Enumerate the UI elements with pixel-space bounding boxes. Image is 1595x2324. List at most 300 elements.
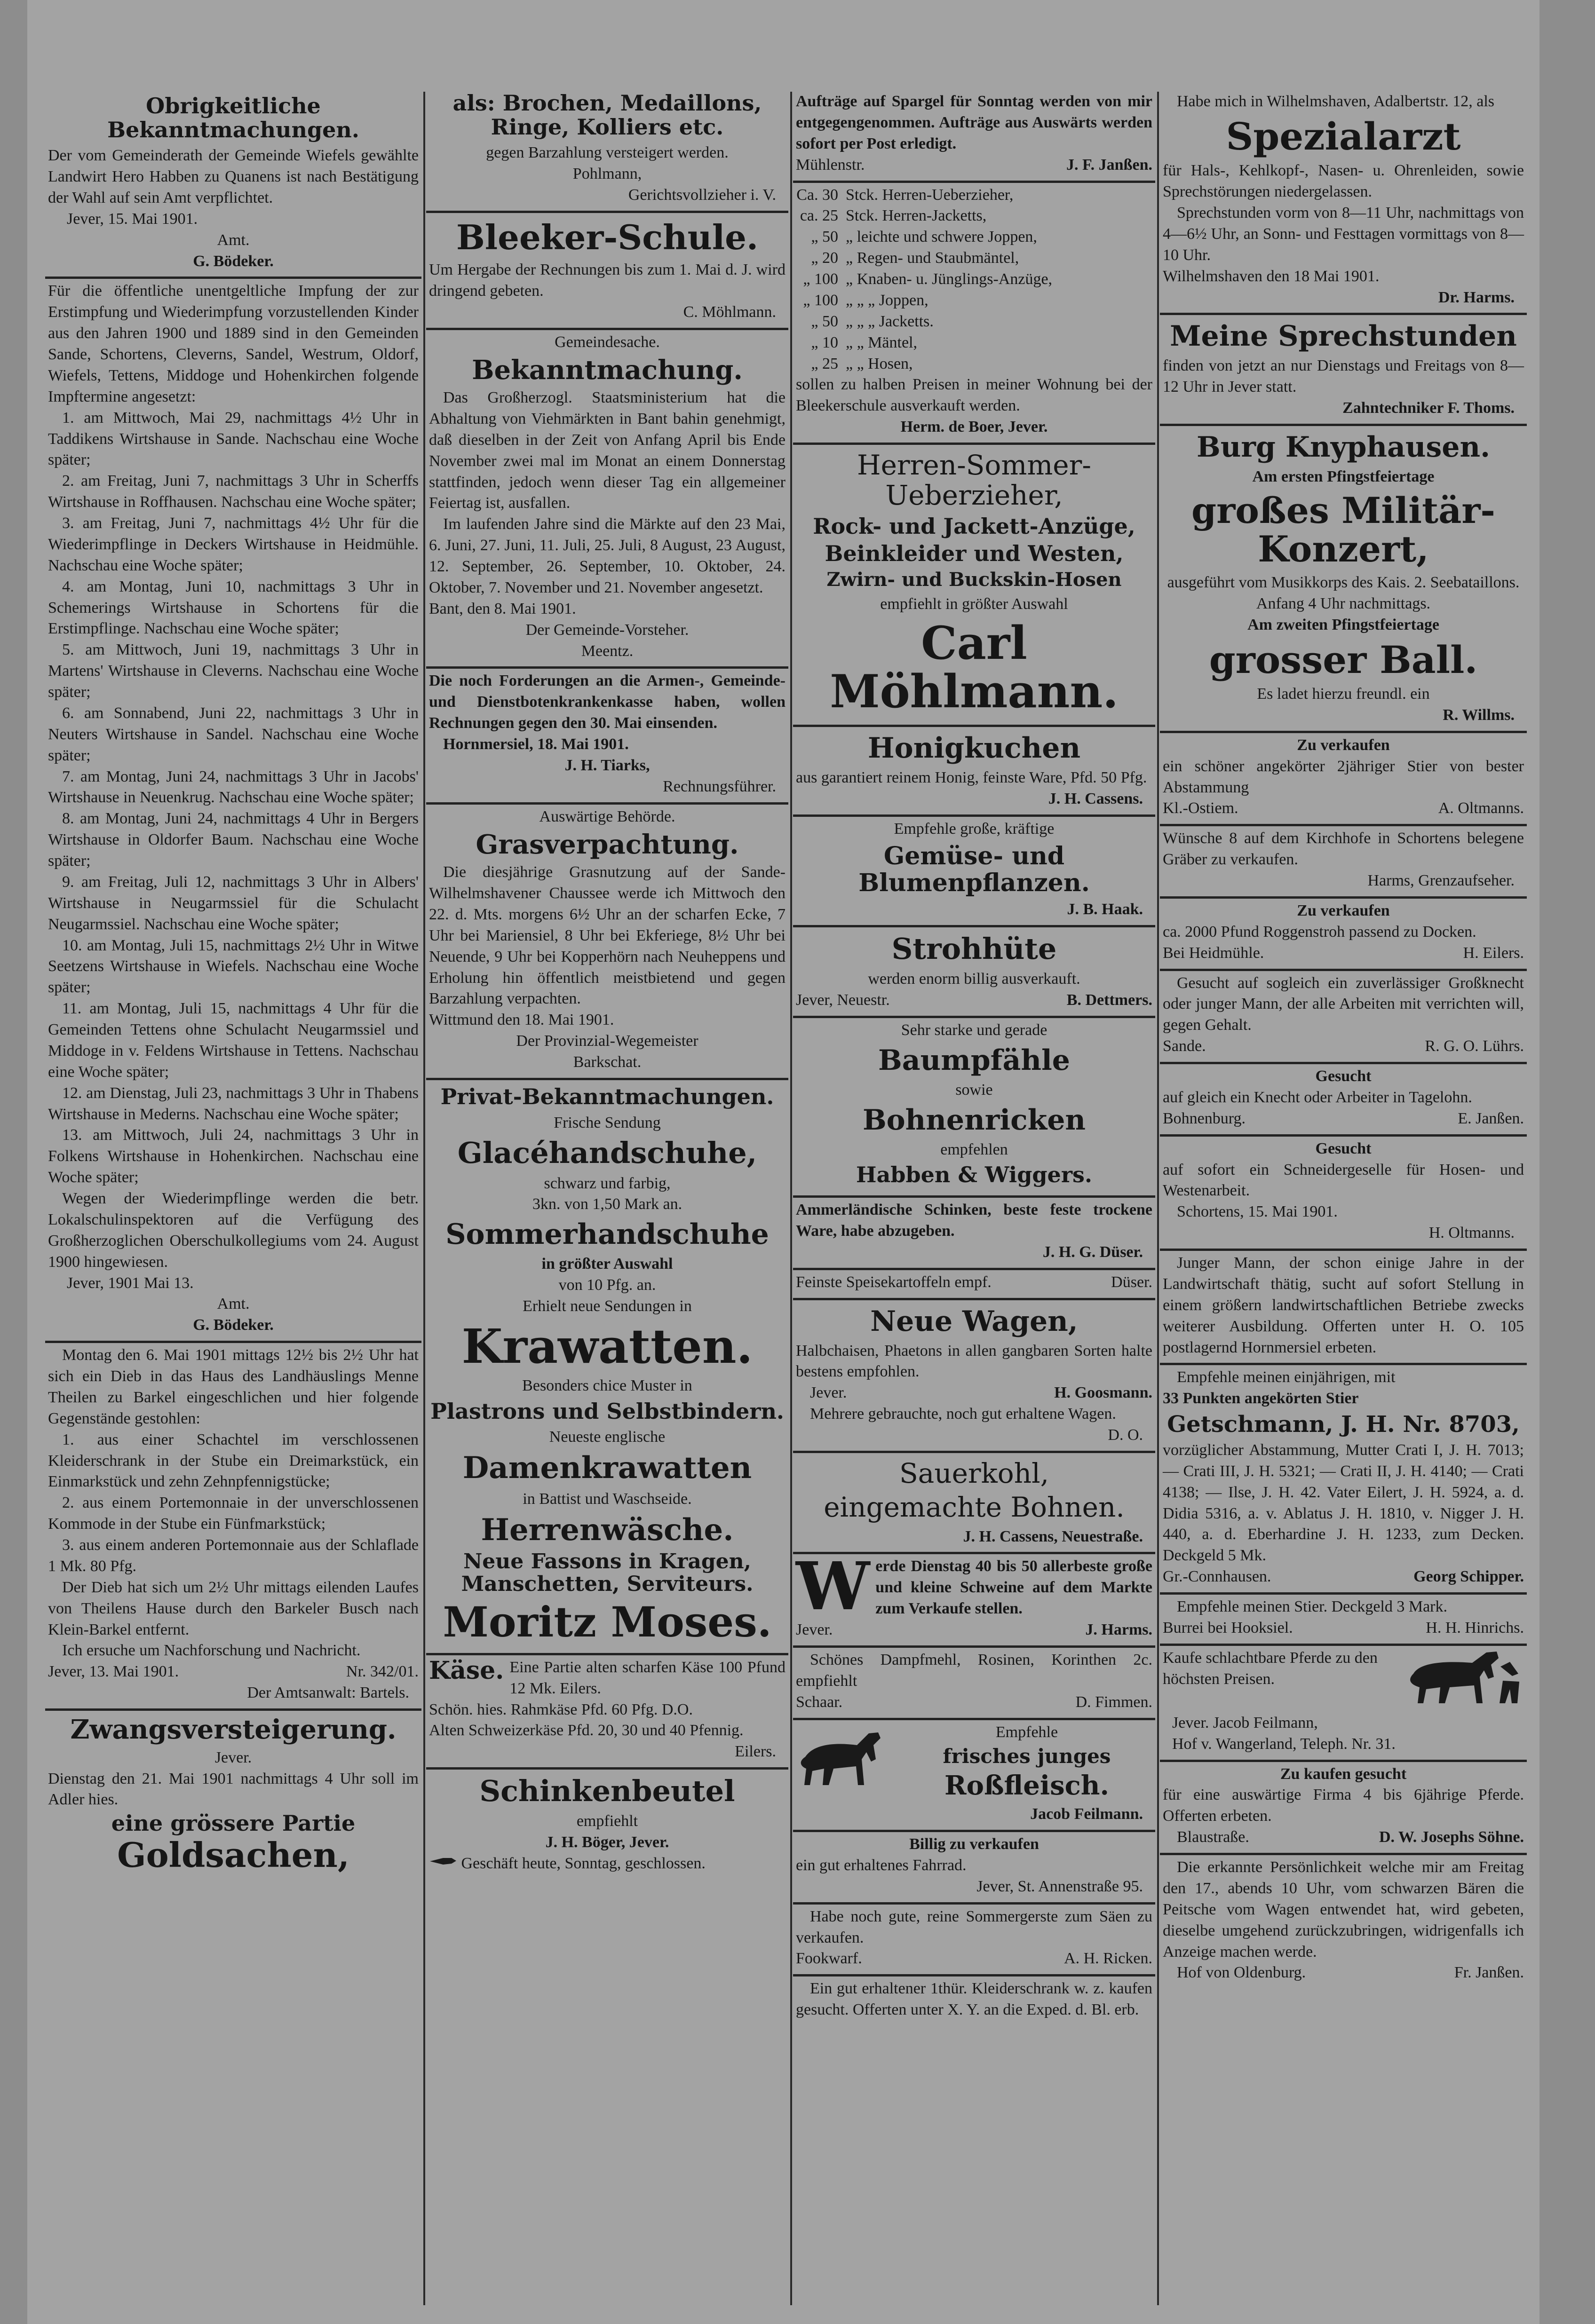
ad-title: Zu verkaufen <box>1297 901 1390 919</box>
farmhand-wanted-ad <box>1160 971 1527 1065</box>
horse-buyer-ad <box>1160 1646 1527 1762</box>
ad-body: Aufträge auf Spargel für Sonntag werden von mir entgegengenommen. Aufträge aus Auswärts werden sofort per Post erledigt. <box>796 93 1152 152</box>
ad-line: Sommerhandschuhe <box>445 1218 769 1251</box>
barley-ad <box>793 1905 1155 1977</box>
ad-line: für Hals-, Kehlkopf-, Nasen- u. Ohrenleiden, sowie Sprechstörungen niedergelassen. <box>1163 162 1524 201</box>
stolen-item: 2. aus einem Portemonnaie in der unverschlossenen Kommode in der Stube ein Fünfmarkstück; <box>48 1494 419 1533</box>
labourer-wanted-ad <box>1160 1064 1527 1137</box>
whip-theft-ad <box>1160 1855 1527 1988</box>
ad-signer: Der Provinzial-Wegemeister <box>516 1032 698 1050</box>
ad-signer: Georg Schipper. <box>1413 1568 1524 1586</box>
ad-line: Rock- und Jackett-Anzüge, <box>813 513 1135 539</box>
ad-line: Empfehle große, kräftige <box>894 820 1055 838</box>
ad-name: Meentz. <box>581 642 634 660</box>
ad-signer: Dr. Harms. <box>1438 288 1515 306</box>
notice-body: Der vom Gemeinderath der Gemeinde Wiefels gewählte Landwirt Hero Habben zu Quanens ist nach Bestätigung der Wahl auf sein Amt verpflichtet. <box>48 147 419 206</box>
auction-notice <box>45 1711 421 1878</box>
ad-line: Es ladet hierzu freundl. ein <box>1257 685 1430 703</box>
official-notice-wiefels <box>45 89 421 279</box>
ad-line: großes Militär-Konzert, <box>1191 489 1495 570</box>
ad-body: auf sofort ein Schneidergeselle für Hosen- und Westenarbeit. <box>1163 1161 1524 1200</box>
row-qty: „ 25 <box>811 355 838 372</box>
ad-body: Wünsche 8 auf dem Kirchhofe in Schortens belegene Gräber zu verkaufen. <box>1163 830 1524 869</box>
row-text: „ „ „ Jacketts. <box>846 312 934 330</box>
ad-footer <box>796 1692 1152 1713</box>
ad-signer: J. H. G. Düser. <box>1042 1243 1143 1261</box>
notice-date: Jever, 13. Mai 1901. <box>48 1663 179 1681</box>
notice-date: Jever, 15. Mai 1901. <box>67 210 198 228</box>
notice-body: Der Dieb hat sich um 2½ Uhr mittags eilenden Laufes von Theilens Hause durch den Barkeler Busch nach Klein-Barkel entfernt. <box>48 1578 419 1638</box>
ad-place: Sande. <box>1163 1037 1206 1055</box>
ad-title: Neue Wagen, <box>870 1304 1078 1338</box>
ad-date: Hornmersiel, 18. Mai 1901. <box>443 735 629 753</box>
ad-body: sollen zu halben Preisen in meiner Wohnung bei der Bleekerschule ausverkauft werden. <box>796 376 1152 415</box>
ad-title: Grasverpachtung. <box>476 829 739 860</box>
vaccination-term: 12. am Dienstag, Juli 23, nachmittags 3 Uhr in Thabens Wirtshause in Mederns. Nachschau eine Woche später; <box>48 1084 419 1123</box>
row-qty: „ 50 <box>811 312 838 330</box>
ad-body: Gesucht auf sogleich ein zuverlässiger Großknecht oder junger Mann, der alle Arbeiten mit verrichten will, gegen Gehalt. <box>1163 974 1524 1034</box>
ad-line: Bohnenricken <box>862 1103 1086 1137</box>
potato-ad <box>793 1270 1155 1300</box>
honey-cake-ad <box>793 727 1155 817</box>
ad-signer: H. Eilers. <box>1463 944 1524 962</box>
carl-moehlmann-ad <box>793 445 1155 727</box>
ad-body: erde Dienstag 40 bis 50 allerbeste große und kleine Schweine auf dem Markte zum Verkaufe stellen. <box>875 1557 1152 1618</box>
ad-place: Kl.-Ostiem. <box>1163 799 1238 817</box>
row-text: „ „ Hosen, <box>846 355 913 372</box>
ad-body: Das Großherzogl. Staatsministerium hat die Abhaltung von Viehmärkten in Bant bahin genehmigt, daß dieselben in der Zeit von Anfang April bis Ende November zwei mal im Monat an einem Donnerstag stattfinden, jedoch wenn dieser Tag ein allgemeiner Feiertag ist, ausfallen. <box>429 389 786 512</box>
notice-body: Montag den 6. Mai 1901 mittags 12½ bis 2½ Uhr hat sich ein Dieb in das Haus des Landhäuslings Menne Theilen zu Barkel eingeschlichen und hier folgende Gegenstände gestohlen: <box>48 1346 419 1427</box>
ad-place: Mühlenstr. <box>796 156 865 174</box>
ad-line: grosser Ball. <box>1209 637 1478 682</box>
ad-signer: Fr. Janßen. <box>1454 1964 1524 1982</box>
ad-line: Neueste englische <box>549 1428 666 1446</box>
ad-line: eingemachte Bohnen. <box>824 1491 1125 1523</box>
notice-signer: G. Bödeker. <box>193 252 274 270</box>
sale-row <box>796 185 1152 206</box>
ad-line: Krawatten. <box>461 1318 753 1374</box>
ad-body: Junger Mann, der schon einige Jahre in der Landwirtschaft thätig, sucht auf sofort Stellung in einem größern landwirtschaftlichen Betriebe zwecks weiterer Ausbildung. Offerten unter H. O. 105 postlagernd Hornmersiel erbeten. <box>1163 1254 1524 1356</box>
headline: als: Brochen, Medaillons, Ringe, Kolliers etc. <box>452 90 762 140</box>
row-qty: „ 50 <box>811 228 838 246</box>
ad-body: Mehrere gebrauchte, noch gut erhaltene Wagen. <box>810 1405 1116 1423</box>
ad-body: ein gut erhaltenes Fahrrad. <box>796 1856 967 1874</box>
notice-signer: Der Amtsanwalt: Bartels. <box>247 1684 409 1702</box>
ad-title: Meine Sprechstunden <box>1170 320 1517 353</box>
ad-line: Habe mich in Wilhelmshaven, Adalbertstr. 12, als <box>1177 93 1495 110</box>
sale-row <box>796 269 1152 290</box>
cattle-market-notice <box>426 330 788 669</box>
notice-date: Jever, 1901 Mai 13. <box>67 1274 194 1292</box>
ad-line: Sprechstunden vorm von 8—11 Uhr, nachmittags von 4—6½ Uhr, an Sonn- und Festtagen vormittags von 8—10 Uhr. <box>1163 204 1524 264</box>
row-qty: „ 10 <box>811 333 838 351</box>
row-qty: ca. 25 <box>800 207 838 225</box>
ad-line: Habben & Wiggers. <box>856 1162 1092 1188</box>
ad-signer: Der Gemeinde-Vorsteher. <box>525 621 689 639</box>
ad-signer: Harms, Grenzaufseher. <box>1367 872 1515 890</box>
ad-body: Ammerländische Schinken, beste feste trockene Ware, habe abzugeben. <box>796 1201 1152 1240</box>
ad-body: Kaufe schlachtbare Pferde zu den höchsten Preisen. <box>1163 1649 1378 1688</box>
ad-body: Die noch Forderungen an die Armen-, Gemeinde- und Dienstbotenkrankenkasse haben, wollen Rechnungen gegen den 30. Mai einsenden. <box>429 672 786 732</box>
ad-signer: Düser. <box>1111 1273 1152 1291</box>
straw-sale-ad <box>1160 899 1527 971</box>
ad-address: Jever, St. Annenstraße 95. <box>976 1877 1143 1895</box>
ad-line: Plastrons und Selbstbindern. <box>430 1398 784 1424</box>
stolen-item: 3. aus einem anderen Portemonnaie aus der Schlaflade 1 Mk. 80 Pfg. <box>48 1536 419 1575</box>
ad-signer: R. Willms. <box>1443 706 1515 724</box>
ad-kicker: Gemeindesache. <box>555 333 660 351</box>
ad-signer: A. Oltmanns. <box>1438 799 1524 817</box>
column-4 <box>1160 89 1527 1988</box>
ad-title: Burg Knyphausen. <box>1197 431 1490 464</box>
clothing-sale-ad <box>793 183 1155 445</box>
ad-signer: Zahntechniker F. Thoms. <box>1342 399 1515 417</box>
ad-footer <box>1163 1566 1524 1588</box>
column-rule <box>1157 92 1159 2305</box>
ad-signer: R. G. O. Lührs. <box>1425 1037 1524 1055</box>
ad-line: Glacéhandschuhe, <box>457 1136 757 1170</box>
ad-head: Käse. <box>429 1656 504 1685</box>
ad-body: ca. 2000 Pfund Roggenstroh passend zu Docken. <box>1163 923 1476 941</box>
ad-body: Schön. hies. Rahmkäse Pfd. 60 Pfg. D.O. <box>429 1700 693 1718</box>
ad-footer <box>796 1948 1152 1969</box>
newspaper-page <box>27 0 1539 2324</box>
ad-line: Empfehle meinen einjährigen, mit <box>1177 1368 1396 1386</box>
ad-line: Anfang 4 Uhr nachmittags. <box>1256 594 1431 612</box>
ad-line: frisches junges <box>943 1745 1111 1768</box>
theft-notice <box>45 1343 421 1711</box>
auction-title: Zwangsversteigerung. <box>70 1714 397 1746</box>
ad-line: Sehr starke und gerade <box>901 1021 1047 1039</box>
ad-line: 3kn. von 1,50 Mark an. <box>532 1195 682 1213</box>
ad-body: Schönes Dampfmehl, Rosinen, Korinthen 2c. empfiehlt <box>796 1651 1152 1690</box>
ad-title: Strohhüte <box>891 931 1057 966</box>
stakes-ad <box>793 1018 1155 1198</box>
ad-line: empfehlen <box>940 1140 1008 1158</box>
ad-line: in Battist und Waschseide. <box>523 1490 692 1508</box>
ad-body: Die erkannte Persönlichkeit welche mir am Freitag den 17., abends 10 Uhr, vom schwarzen Bären die Peitsche vom Wagen entwendet hat, wird gebeten, dieselbe umgehend zurückzubringen, widrigenfalls ich Anzeige machen werde. <box>1163 1858 1524 1960</box>
ad-signer: Eilers. <box>735 1743 776 1761</box>
ad-line: Moritz Moses. <box>443 1597 772 1646</box>
auction-line: eine grössere Partie <box>111 1810 356 1836</box>
ad-line: Jever. Jacob Feilmann, <box>1172 1714 1318 1731</box>
ad-line <box>429 1853 786 1874</box>
ad-title: Schinkenbeutel <box>479 1774 735 1809</box>
ad-body: werden enorm billig ausverkauft. <box>868 970 1080 988</box>
ad-body: Eine Partie alten scharfen Käse 100 Pfund 12 Mk. Eilers. <box>509 1658 786 1697</box>
wagon-ad <box>793 1300 1155 1453</box>
vaccination-term: 7. am Montag, Juni 24, nachmittags 3 Uhr in Jacobs' Wirtshause in Neuenkrug. Nachschau eine Woche später; <box>48 767 419 806</box>
ad-signer: J. Harms. <box>1085 1621 1152 1638</box>
grass-lease-notice <box>426 805 788 1080</box>
ad-place: Bohnenburg. <box>1163 1109 1246 1127</box>
notice-number: Nr. 342/01. <box>346 1663 419 1681</box>
bull-service-ad <box>1160 1595 1527 1646</box>
ad-signer: C. Möhlmann. <box>683 303 776 321</box>
ad-title: Honigkuchen <box>867 732 1081 765</box>
ad-title: Zu verkaufen <box>1297 736 1390 754</box>
ad-line: Erhielt neue Sendungen in <box>523 1297 692 1315</box>
auction-place: Jever. <box>214 1748 252 1766</box>
ad-title: Billig zu verkaufen <box>909 1835 1039 1853</box>
ad-line: Roßfleisch. <box>944 1770 1109 1801</box>
ad-signer: J. H. Tiarks, <box>564 756 650 774</box>
ad-line: sowie <box>955 1081 993 1099</box>
auction-jewelry <box>426 89 788 213</box>
sale-row <box>796 248 1152 269</box>
notice-intro: Für die öffentliche unentgeltliche Impfung der zur Erstimpfung und Wiederimpfung vorzustellenden Kinder aus den Jahren 1900 und 1889 sind in den Gemeinden Sande, Schortens, Cleverns, Sandel, Westrum, Oldorf, Wiefels, Tettens, Middoge und Hohenkirchen folgende Impftermine angesetzt: <box>48 282 419 405</box>
row-text: „ leichte und schwere Joppen, <box>846 228 1037 246</box>
ad-notice: Geschäft heute, Sonntag, geschlossen. <box>461 1855 706 1873</box>
ad-line: Herren-Sommer-Ueberzieher, <box>857 449 1091 511</box>
row-text: „ Regen- und Staubmäntel, <box>846 249 1019 267</box>
ad-signer: Jacob Feilmann. <box>1030 1805 1143 1823</box>
ad-signer: J. H. Cassens, Neuestraße. <box>963 1527 1143 1545</box>
concert-ad <box>1160 426 1527 733</box>
row-text: „ Knaben- u. Jünglings-Anzüge, <box>846 270 1053 288</box>
ad-date: Wittmund den 18. Mai 1901. <box>429 1011 614 1029</box>
vaccination-term: 9. am Freitag, Juli 12, nachmittags 3 Uhr in Albers' Wirtshause in Neugarmssiel für die Schulacht Neugarmssiel. Nachschau eine Woche später; <box>48 873 419 933</box>
flour-ad <box>793 1648 1155 1720</box>
row-qty: Ca. 30 <box>796 186 838 204</box>
horse-icon <box>796 1724 895 1796</box>
ad-body: Im laufenden Jahre sind die Märkte auf den 23 Mai, 6. Juni, 27. Juni, 11. Juli, 25. Juli, 8 August, 23 August, 12. September, 26. September, 10. Oktober, 24. Oktober, 7. November und 21. November angesetzt. <box>429 515 786 596</box>
ad-signer: H. Goosmann. <box>1054 1384 1152 1402</box>
section-title: Obrigkeitliche Bekanntmachungen. <box>107 93 359 142</box>
bull-sale-ad <box>1160 733 1527 827</box>
wardrobe-ad <box>793 1976 1155 2025</box>
cheese-ad <box>426 1655 788 1770</box>
ad-line: Baumpfähle <box>878 1043 1070 1077</box>
ad-footer <box>796 155 1152 176</box>
sale-row <box>796 332 1152 354</box>
ad-place: Jever, Neuestr. <box>796 991 890 1009</box>
ad-line: schwarz und farbig, <box>544 1174 671 1192</box>
ad-footer <box>1163 1108 1524 1130</box>
ad-line: Am ersten Pfingstfeiertage <box>1252 468 1435 486</box>
ad-signer: J. H. Cassens. <box>1048 790 1143 807</box>
ad-body: Empfehle meinen Stier. Deckgeld 3 Mark. <box>1177 1598 1447 1616</box>
ad-date: Schortens, 15. Mai 1901. <box>1177 1203 1338 1221</box>
plants-ad <box>793 817 1155 927</box>
straw-hats-ad <box>793 927 1155 1018</box>
stud-bull-ad <box>1160 1365 1527 1595</box>
ad-role: Gerichtsvollzieher i. V. <box>628 186 776 204</box>
ad-place: Jever. <box>796 1621 833 1638</box>
ad-line: J. H. Böger, Jever. <box>545 1834 669 1851</box>
ad-signer: J. B. Haak. <box>1067 901 1143 918</box>
row-qty: „ 20 <box>811 249 838 267</box>
drop-cap: W <box>796 1548 870 1626</box>
auction-body: Dienstag den 21. Mai 1901 nachmittags 4 Uhr soll im Adler hies. <box>48 1770 419 1809</box>
row-text: „ „ „ Joppen, <box>846 291 928 309</box>
ad-line: Beinkleider und Westen, <box>825 541 1124 567</box>
ad-signer: A. H. Ricken. <box>1064 1950 1152 1968</box>
vaccination-term: 1. am Mittwoch, Mai 29, nachmittags 4½ Uhr in Taddikens Wirtshause in Sande. Nachschau eine Woche später; <box>48 409 419 469</box>
graves-ad <box>1160 826 1527 899</box>
ad-line: 33 Punkten angekörten Stier <box>1163 1390 1359 1407</box>
tailor-wanted-ad <box>1160 1137 1527 1251</box>
stolen-item: 1. aus einer Schachtel im verschlossenen Kleiderschrank in der Stube ein Dreimarkstück, ein Einmarkstück und zehn Zehnpfennigstücke; <box>48 1431 419 1491</box>
ad-body: Halbchaisen, Phaetons in allen gangbaren Sorten halte bestens empfohlen. <box>796 1342 1152 1381</box>
ad-line: Damenkrawatten <box>462 1450 752 1486</box>
ham-ad <box>793 1198 1155 1270</box>
vaccination-term: 11. am Montag, Juli 15, nachmittags 4 Uhr für die Gemeinden Tettens ohne Schulacht Neugarmssiel und Middoge in v. Feldens Wirtshause in Tettens. Nachschau eine Woche später; <box>48 1000 419 1081</box>
specialist-ad <box>1160 89 1527 315</box>
auction-line: Goldsachen, <box>117 1834 349 1875</box>
ad-footer <box>796 990 1152 1011</box>
ad-line: empfiehlt in größter Auswahl <box>880 595 1068 613</box>
health-fund-notice <box>426 669 788 804</box>
ad-signer: D. W. Josephs Söhne. <box>1379 1828 1524 1846</box>
ad-body: ein schöner angekörter 2jähriger Stier von bester Abstammung <box>1163 757 1524 796</box>
ham-bags-ad <box>426 1770 788 1879</box>
cheese-row <box>429 1657 786 1700</box>
pointing-hand-icon <box>429 1855 461 1872</box>
ad-title: Gesucht <box>1315 1139 1372 1157</box>
vaccination-term: 4. am Montag, Juni 10, nachmittags 3 Uhr in Schemerings Wirtshause in Schortens für die Erstimpflinge. Nachschau eine Woche später; <box>48 577 419 638</box>
row-qty: „ 100 <box>803 291 838 309</box>
ad-signer: E. Janßen. <box>1458 1109 1524 1127</box>
ad-signer: Pohlmann, <box>572 165 642 183</box>
ad-footer <box>1163 1827 1524 1848</box>
ad-line: empfiehlt <box>576 1812 638 1830</box>
ad-body: finden von jetzt an nur Dienstags und Freitags von 8—12 Uhr in Jever statt. <box>1163 357 1524 396</box>
ad-name: Barkschat. <box>573 1053 642 1071</box>
ad-title: Zu kaufen gesucht <box>1280 1765 1407 1783</box>
notice-office: Amt. <box>217 231 250 249</box>
ad-place: Bei Heidmühle. <box>1163 944 1264 962</box>
vaccination-term: 5. am Mittwoch, Juni 19, nachmittags 3 Uhr in Martens' Wirtshause in Cleverns. Nachschau eine Woche später; <box>48 641 419 701</box>
row-text: Stck. Herren-Ueberzieher, <box>846 186 1014 204</box>
column-1 <box>45 89 421 1878</box>
ad-title: Getschmann, J. H. Nr. 8703, <box>1167 1411 1520 1438</box>
ad-line: Besonders chice Muster in <box>522 1376 692 1394</box>
pigs-ad <box>793 1548 1155 1648</box>
ad-line: Empfehle <box>995 1723 1058 1741</box>
vaccination-term: 2. am Freitag, Juni 7, nachmittags 3 Uhr in Scherffs Wirtshause in Roffhausen. Nachschau eine Woche später; <box>48 472 419 511</box>
ad-line: Hof v. Wangerland, Teleph. Nr. 31. <box>1172 1735 1396 1753</box>
ad-line: Am zweiten Pfingstfeiertage <box>1247 616 1439 633</box>
ad-title: Bleeker-Schule. <box>456 217 759 257</box>
vaccination-term: 8. am Montag, Juni 24, nachmittags 4 Uhr in Bergers Wirtshause in Oldorfer Baum. Nachschau eine Woche später; <box>48 810 419 870</box>
ad-line: Neue Fassons in Kragen, Manschetten, Serviteurs. <box>461 1549 754 1597</box>
ad-place: Hof von Oldenburg. <box>1177 1964 1306 1982</box>
vaccination-term: 10. am Montag, Juli 15, nachmittags 2½ Uhr in Witwe Seetzens Wirtshause in Wiefels. Nachschau eine Woche später; <box>48 936 419 996</box>
ad-footer <box>1163 1962 1524 1984</box>
ad-signer: D. Fimmen. <box>1075 1693 1152 1711</box>
column-3 <box>793 89 1155 2025</box>
ad-signer: Herm. de Boer, Jever. <box>900 418 1048 436</box>
office-hours-ad <box>1160 315 1527 426</box>
sale-row <box>796 311 1152 332</box>
ad-place: Schaar. <box>796 1693 843 1711</box>
ad-line: Frische Sendung <box>554 1114 661 1131</box>
ad-body: Alten Schweizerkäse Pfd. 20, 30 und 40 Pfennig. <box>429 1722 744 1739</box>
vaccination-term: 3. am Freitag, Juni 7, nachmittags 4½ Uhr für die Wiederimpflinge in Deckers Wirtshause in Heidmühle. Nachschau eine Woche später; <box>48 514 419 574</box>
column-rule <box>790 92 792 2305</box>
ad-footer <box>1163 798 1524 819</box>
row-text: „ „ Mäntel, <box>846 333 917 351</box>
asparagus-ad <box>793 89 1155 183</box>
row-text: Stck. Herren-Jacketts, <box>846 207 987 225</box>
ad-role: Rechnungsführer. <box>663 777 776 795</box>
ad-signer: D. O. <box>1108 1426 1143 1444</box>
ad-place: Burrei bei Hooksiel. <box>1163 1619 1293 1636</box>
ad-body: Die diesjährige Grasnutzung auf der Sande-Wilhelmshavener Chaussee werde ich Mittwoch den 22. d. Mts. morgens 6½ Uhr an der scharfen Ecke, 7 Uhr bei Mariensiel, 8 Uhr bei Ekferiege, 8½ Uhr bei Neuende, 9 Uhr bei Kopperhörn nach Neuheppens und Erholung hin öffentlich meistbietend und gegen Barzahlung verpachten. <box>429 863 786 1008</box>
ad-line: in größter Auswahl <box>541 1255 673 1273</box>
vaccination-notice <box>45 279 421 1343</box>
vaccination-term: 6. am Sonnabend, Juni 22, nachmittags 3 Uhr in Neuters Wirtshause in Sandel. Nachschau eine Woche später; <box>48 704 419 764</box>
ad-body: Um Hergabe der Rechnungen bis zum 1. Mai d. J. wird dringend gebeten. <box>429 261 786 300</box>
ad-line: ausgeführt vom Musikkorps des Kais. 2. Seebataillons. <box>1167 574 1520 592</box>
ad-line: Herrenwäsche. <box>481 1512 734 1548</box>
ad-footer <box>1163 1618 1524 1639</box>
ad-body: Feinste Speisekartoffeln empf. <box>796 1273 992 1291</box>
column-2 <box>426 89 788 1879</box>
ad-signer: H. Oltmanns. <box>1428 1224 1515 1242</box>
bleeker-school <box>426 213 788 330</box>
young-man-ad <box>1160 1251 1527 1365</box>
ad-footer <box>1163 943 1524 964</box>
ad-signer: B. Dettmers. <box>1066 991 1152 1009</box>
ad-footer <box>796 1383 1152 1404</box>
ad-body: Habe noch gute, reine Sommergerste zum Säen zu verkaufen. <box>796 1907 1152 1946</box>
ad-signer: H. H. Hinrichs. <box>1426 1619 1524 1636</box>
ad-place: Gr.-Connhausen. <box>1163 1568 1271 1586</box>
sale-row <box>796 227 1152 248</box>
bicycle-ad <box>793 1832 1155 1905</box>
ad-line: Carl Möhlmann. <box>830 616 1119 719</box>
notice-office: Amt. <box>217 1295 250 1313</box>
ad-place: Blaustraße. <box>1177 1828 1249 1846</box>
notice-footer <box>48 1661 419 1683</box>
ad-line: Zwirn- und Buckskin-Hosen <box>826 568 1122 591</box>
sale-row <box>796 354 1152 375</box>
ad-place: Jever. <box>810 1384 847 1402</box>
moritz-moses-ad <box>426 1080 788 1655</box>
ad-date: Bant, den 8. Mai 1901. <box>429 600 576 617</box>
ad-line: von 10 Pfg. an. <box>558 1276 656 1294</box>
ad-body: aus garantiert reinem Honig, feinste Ware, Pfd. 50 Pfg. <box>796 769 1147 786</box>
sale-row <box>796 290 1152 311</box>
horses-wanted-ad <box>1160 1762 1527 1856</box>
ad-title: Spezialarzt <box>1226 114 1461 158</box>
ad-title: Gesucht <box>1315 1067 1372 1085</box>
notice-signer: G. Bödeker. <box>193 1316 274 1334</box>
ad-kicker: Auswärtige Behörde. <box>539 807 675 825</box>
column-rule <box>423 92 425 2305</box>
ad-place: Fookwarf. <box>796 1950 862 1968</box>
ad-body: Ein gut erhaltener 1thür. Kleiderschrank w. z. kaufen gesucht. Offerten unter X. Y. an die Exped. d. Bl. erb. <box>796 1980 1152 2019</box>
ad-title: Bekanntmachung. <box>472 354 743 386</box>
section-title: Privat-Bekanntmachungen. <box>440 1083 774 1109</box>
ad-body: auf gleich ein Knecht oder Arbeiter in Tagelohn. <box>1163 1088 1472 1106</box>
ad-signer: J. F. Janßen. <box>1066 156 1152 174</box>
notice-request: Ich ersuche um Nachforschung und Nachricht. <box>62 1642 361 1660</box>
ad-body: vorzüglicher Abstammung, Mutter Crati I, J. H. 7013; — Crati III, J. H. 5321; — Crati II, J. H. 4140; — Crati 4138; — Ilse, J. H. 42. Vater Eilert, J. H. 5924, a. d. Didia 5316, a. v. Ablatus J. H. 1810, v. Nigger J. H. 440, a. d. Eberhardine J. H. 1233, zum Decken. Deckgeld 5 Mk. <box>1163 1441 1524 1565</box>
ad-line: Sauerkohl, <box>899 1457 1049 1489</box>
notice-note: Wegen der Wiederimpflinge werden die betr. Lokalschulinspektoren auf die Verfügung des Großherzoglichen Oberschulkollegiums vom 24. August 1900 hingewiesen. <box>48 1190 419 1271</box>
sauerkraut-ad <box>793 1453 1155 1554</box>
ad-line: Gemüse- und Blumenpflanzen. <box>858 841 1090 897</box>
sale-row <box>796 206 1152 227</box>
ad-body: für eine auswärtige Firma 4 bis 6jährige Pferde. Offerten erbeten. <box>1163 1786 1524 1825</box>
ad-body: gegen Barzahlung versteigert werden. <box>486 144 729 162</box>
row-qty: „ 100 <box>803 270 838 288</box>
ad-row <box>796 1272 1152 1293</box>
ad-date: Wilhelmshaven den 18 Mai 1901. <box>1163 267 1380 285</box>
